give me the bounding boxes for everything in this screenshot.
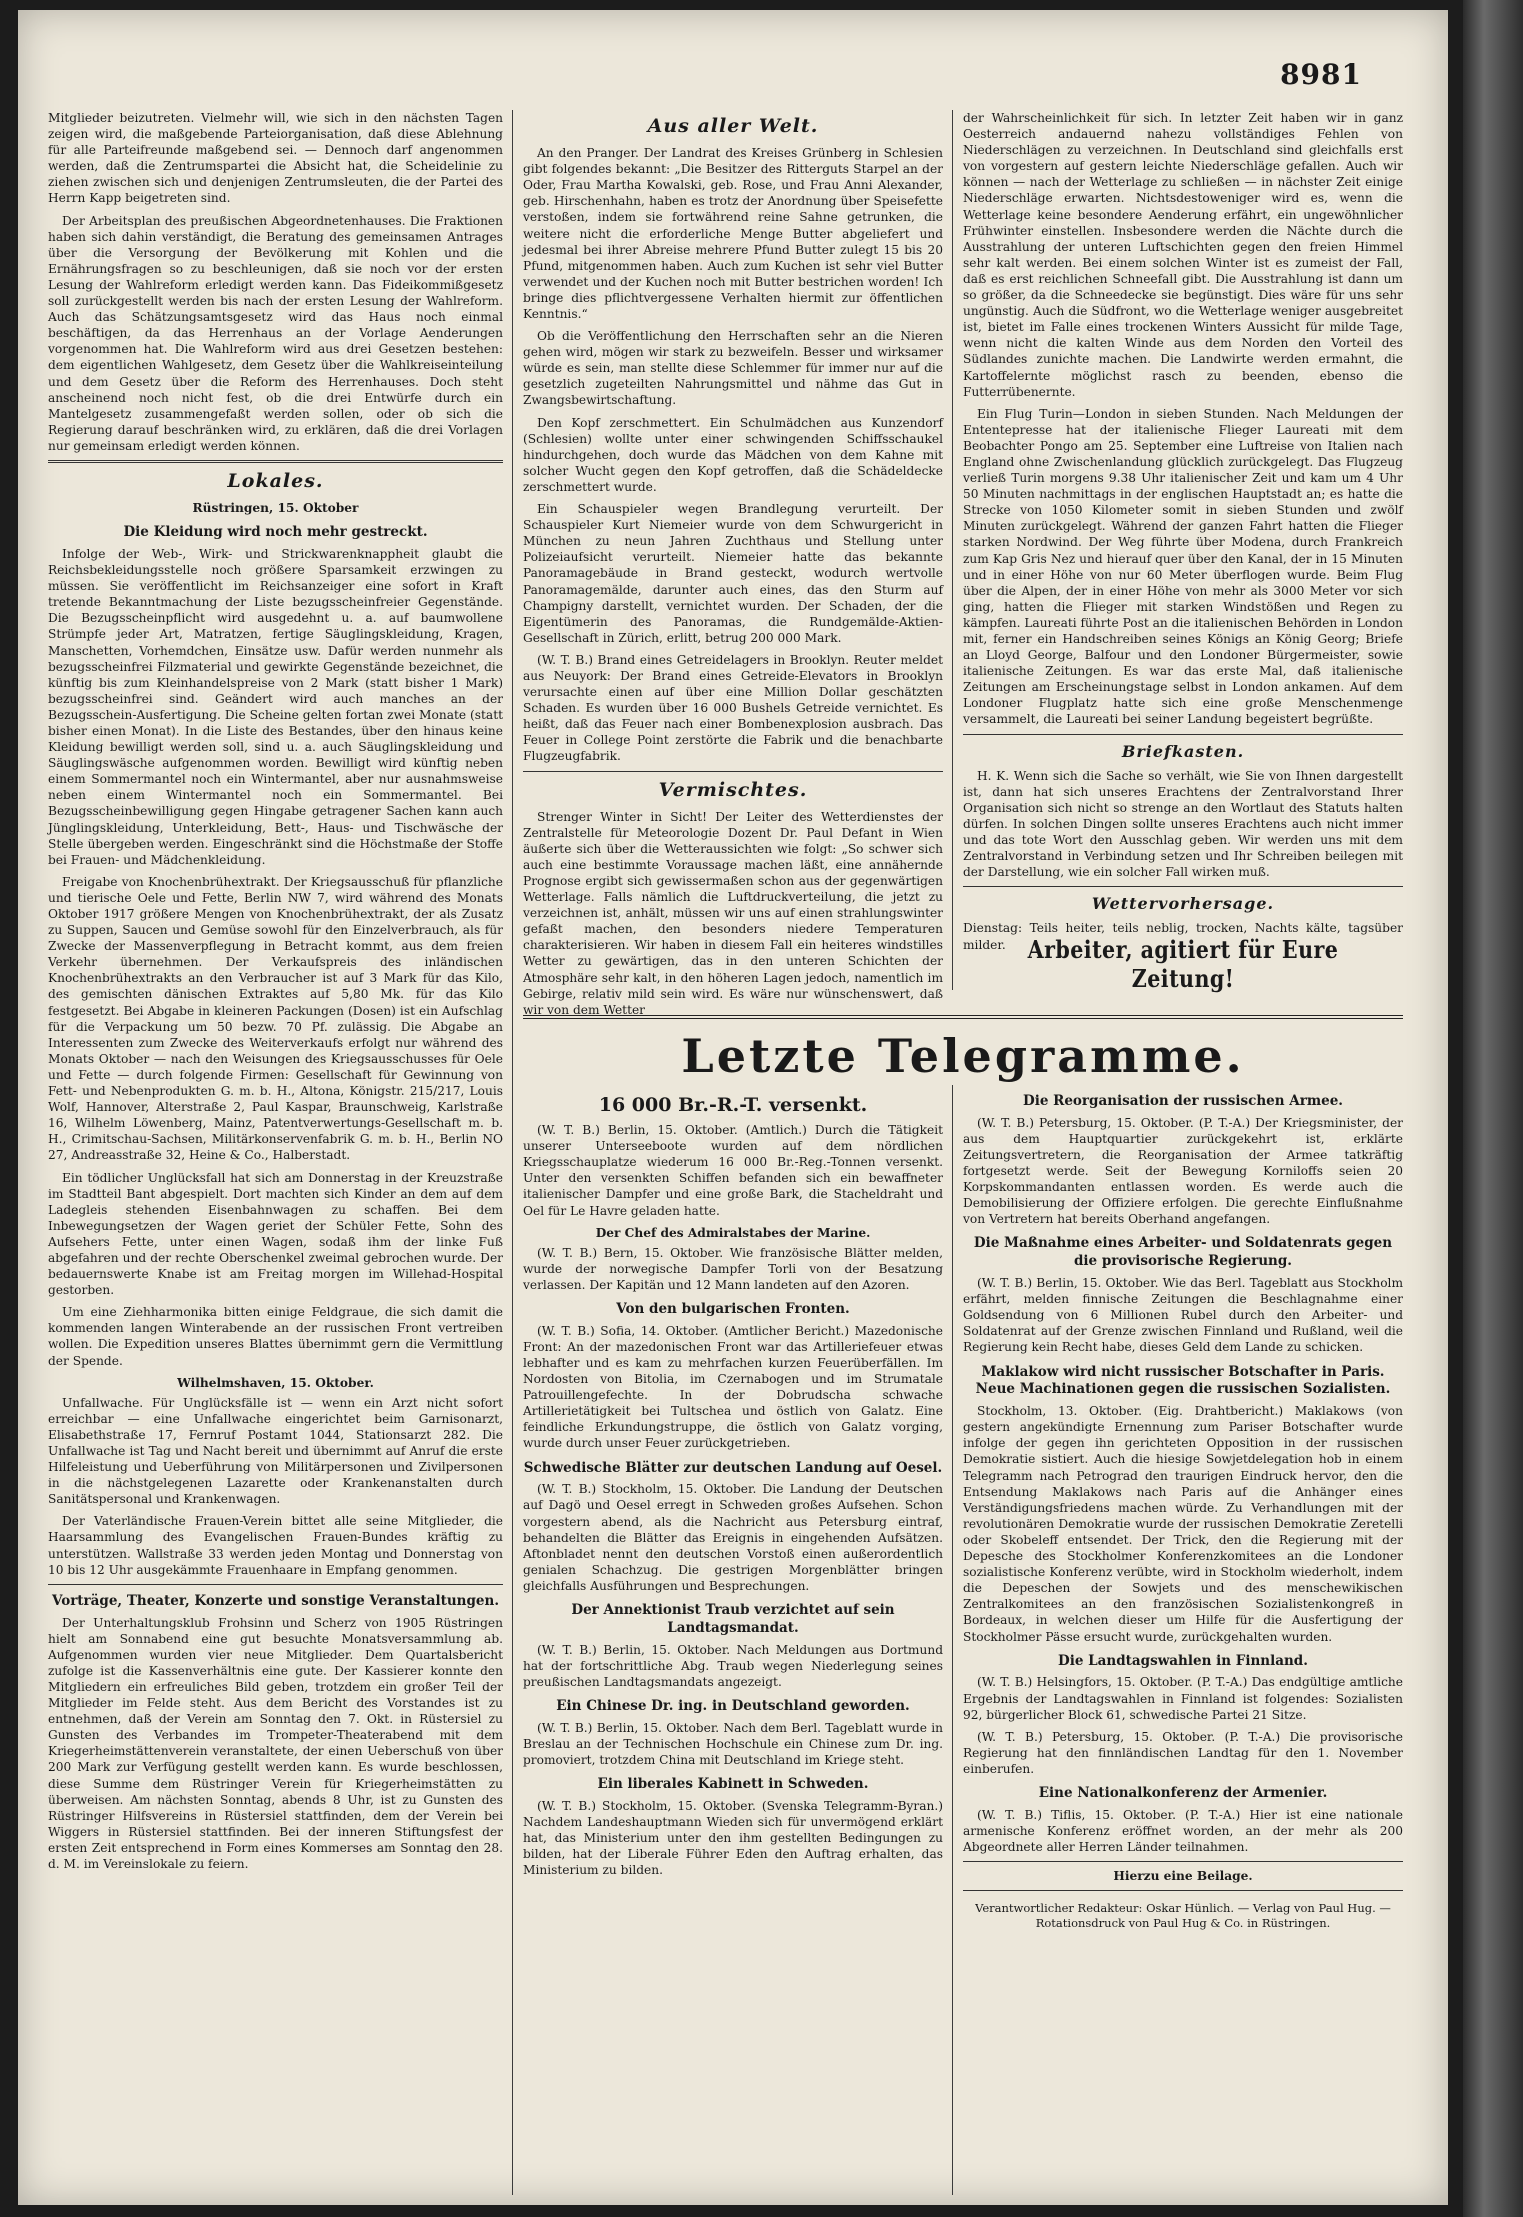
column-right-upper (963, 110, 1403, 1010)
headline-oesel: Schwedische Blätter zur deutschen Landung auf Oesel. (523, 1459, 943, 1476)
article-ziehharmonika: Um eine Ziehharmonika bitten einige Feldgraue, die sich damit die kommenden langen Winterabende an der russischen Front vertreiben wollen. Die Expedition unseres Blattes übernimmt gern die Vermittlung der Spende. (48, 1305, 503, 1368)
article-unfall: Ein tödlicher Unglücksfall hat sich am Donnerstag in der Kreuzstraße im Stadtteil Bant abgespielt. Dort machten sich Kinder an dem auf dem Ladegleis stehenden Eisenbahnwagen zu schaffen. Bei dem Inbewegungsetzen der Wagen geriet der Schüler Fette, Sohn des Aufsehers Fette, unter einen Wagen, sodaß ihm der linke Fuß abgefahren und der rechte Oberschenkel zweimal gebrochen wurde. Der bedauernswerte Knabe ist am Freitag morgen im Willehad-Hospital gestorben. (48, 1170, 503, 1298)
book-edge (1463, 0, 1523, 2217)
section-title-briefkasten: Briefkasten. (1121, 741, 1245, 761)
article-wettervorhersage: Dienstag: Teils heiter, teils neblig, trocken, Nachts kälte, tagsüber milder. (963, 921, 1403, 952)
headline-reorganisation: Die Reorganisation der russischen Armee. (1023, 1093, 1343, 1109)
column-right-lower (963, 1085, 1403, 2195)
headline-finnland: Die Landtagswahlen in Finnland. (1058, 1652, 1308, 1669)
telegram-chinese: (W. T. B.) Berlin, 15. Oktober. Nach dem Berl. Tageblatt wurde in Breslau an der Technischen Hochschule ein Chinese zum Dr. ing. promoviert, trotzdem China mit Deutschland im Kriege steht. (523, 1720, 943, 1767)
telegram-finnland-2: (W. T. B.) Petersburg, 15. Oktober. (P. T.-A.) Die provisorische Regierung hat den finnländischen Landtag für den 1. November einberufen. (963, 1729, 1403, 1776)
article-arbeitsplan: Der Arbeitsplan des preußischen Abgeordnetenhauses. Die Fraktionen haben sich dahin verständigt, die Beratung des gemeinsamen Antrages über die Versorgung der Bevölkerung mit Kohlen und die Ernährungsfragen so zu beschleunigen, daß sie noch vor der ersten Lesung der Wahlreform erledigt werden kann. Das Fideikommißgesetz soll zurückgestellt werden bis nach der ersten Lesung der Wahlreform. Auch das Schätzungsamtsgesetz wird das Haus noch einmal beschäftigen, da das Herrenhaus an der Vorlage Aenderungen vorgenommen hat. Die Wahlreform wird aus drei Gesetzen bestehen: dem eigentlichen Wahlgesetz, dem Gesetz über die Wahlkreiseinteilung und dem Gesetz über die Reform des Herrenhauses. Doch steht anscheinend noch nicht fest, ob die drei Entwürfe durch ein Mantelgesetz zusammengefaßt werden sollen, oder ob sich die Regierung darauf beschränken wird, zu erklären, daß die drei Vorlagen nur gemeinsam erledigt werden können. (48, 213, 503, 453)
telegram-oesel: (W. T. B.) Stockholm, 15. Oktober. Die Landung der Deutschen auf Dagö und Oesel erregt in Schweden großes Aufsehen. Schon vorgestern abend, als die Nachricht aus Petersburg eintraf, behandelten die Blätter das Ereignis in eingehenden Aufsätzen. Aftonbladet nennt den deutschen Vorstoß einen außerordentlich genialen Schachzug. Die gestrigen Morgenblätter bringen gleichfalls Ausführungen und Besprechungen. (523, 1482, 943, 1593)
telegram-bern: (W. T. B.) Bern, 15. Oktober. Wie französische Blätter melden, wurde der norwegische Dampfer Torli von der Besatzung verlassen. Der Kapitän und 12 Mann landeten auf den Azoren. (523, 1245, 943, 1292)
article-winter: Strenger Winter in Sicht! Der Leiter des Wetterdienstes der Zentralstelle für Meteorologie Dozent Dr. Paul Defant in Wien äußerte sich über die Wetteraussichten wie folgt: „So schwer sich auch eine bestimmte Voraussage machen läßt, eine annähernde Prognose ergibt sich gewissermaßen schon aus der gegenwärtigen Wetterlage. Falls nämlich die Luftdruckverteilung, die jetzt zu verzeichnen ist, anhält, müssen wir uns auf einen strahlungswinter gefaßt machen, den besonders niedere Temperaturen charakterisieren. Wir haben in diesem Fall ein heiteres windstilles Wetter zu gewärtigen, das in den unteren Schichten der Atmosphäre sehr kalt, in den höheren Lagen jedoch, namentlich im Gebirge, relativ mild sein wird. Es wäre nur wünschenswert, daß wir von dem Wetter (523, 809, 943, 1017)
section-title-aus-aller-welt: Aus aller Welt. (647, 115, 819, 137)
telegram-sofia: (W. T. B.) Sofia, 14. Oktober. (Amtlicher Bericht.) Mazedonische Front: An der mazedonischen Front war das Artilleriefeuer etwas lebhafter und es kam zu mehrfachen kurzen Feuerüberfällen. Im Nordosten von Bitolia, im Czernabogen und im Strumatale Patrouillengefechte. In der Dobrudscha schwache Artillerietätigkeit bei Tultschea und östlich von Galatz. Eine feindliche Erkundungstruppe, die östlich von Galatz vorging, wurde durch unser Feuer zurückgetrieben. (523, 1323, 943, 1451)
headline-arbeiterrat: Die Maßnahme eines Arbeiter- und Soldatenrats gegen die provisorische Regierung. (973, 1235, 1393, 1270)
article-pranger-comment: Ob die Veröffentlichung den Herrschaften sehr an die Nieren gehen wird, mögen wir stark zu bezweifeln. Besser und wirksamer würde es sein, man stellte diese Schlemmer für immer nur auf die gesetzlich zugeteilten Nahrungsmittel und nähme das Gut in Zwangsbewirtschaftung. (523, 329, 943, 408)
divider (963, 1890, 1403, 1891)
appeal-banner: Arbeiter, agitiert für Eure Zeitung! (1027, 935, 1339, 993)
headline-vortraege: Vorträge, Theater, Konzerte und sonstige Veranstaltungen. (51, 1592, 500, 1609)
telegram-finnland: (W. T. B.) Helsingfors, 15. Oktober. (P. T.-A.) Das endgültige amtliche Ergebnis der Landtagswahlen in Finnland ist folgendes: Sozialisten 92, bürgerlicher Block 61, schwedische Partei 21 Sitze. (963, 1675, 1403, 1722)
signature-admiralstab: Der Chef des Admiralstabes der Marine. (595, 1225, 871, 1240)
article-briefkasten: H. K. Wenn sich die Sache so verhält, wie Sie von Ihnen dargestellt ist, dann hat sich unseres Erachtens der Zentralvorstand Ihrer Organisation sich nicht so strenge an den Wortlaut des Statuts halten dürfen. In solchen Dingen sollte unseres Erachtens auch nicht immer und das tote Wort den Ausschlag geben. Wir werden uns mit dem Zentralvorstand in Verbindung setzen und Ihr Schreiben beilegen mit der Darstellung, wie ein solcher Fall wirken muß. (963, 768, 1403, 880)
dateline: Rüstringen, 15. Oktober (192, 501, 359, 516)
article-wetter-continued: der Wahrscheinlichkeit für sich. In letzter Zeit haben wir in ganz Oesterreich andauernd nahezu vollständiges Fehlen von Niederschlägen zu verzeichnen. In Deutschland sind gleichfalls erst von vorgestern auf gestern leichte Niederschläge gefallen. Auch wir können — nach der Wetterlage zu schließen — in nächster Zeit einige Niederschläge erwarten. Nichtsdestoweniger wird es, wenn die Wetterlage keine besondere Aenderung erfährt, ein ungewöhnlicher Frühwinter einstellen. Insbesondere werden die Nächte durch die Ausstrahlung der unteren Luftschichten gegen den freien Himmel sehr kalt werden. Bei einem solchen Winter ist es zumeist der Fall, daß es erst reichlichen Schneefall gibt. Die Ausstrahlung ist dann um so größer, da die Schneedecke sie begünstigt. Dies wäre für uns sehr ungünstig. Auch die Südfront, wo die Wetterlage weniger ausgebreitet ist, bietet im Falle eines trockenen Winters Aussicht für milde Tage, wenn nicht die kalten Winde aus dem Norden den Vorteil des Südlandes zunichte machen. Die Landwirte werden ermahnt, die Kartoffelernte möglichst rasch zu beenden, ebenso die Futterrübenernte. (963, 111, 1403, 399)
headline-maklakow: Maklakow wird nicht russischer Botschafter in Paris. Neue Machinationen gegen die russischen Sozialisten. (975, 1363, 1391, 1398)
dateline: Wilhelmshaven, 15. Oktober. (177, 1375, 374, 1390)
telegram-reorganisation: (W. T. B.) Petersburg, 15. Oktober. (P. T.-A.) Der Kriegsminister, der aus dem Hauptquartier zurückgekehrt ist, erklärte Zeitungsvertretern, die Reorganisation der Armee tatkräftig fortgesetzt werde. Seit der Bewegung Korniloffs seien 20 Korpskommandanten entlassen worden. Es werde auch die Demobilisierung der Offiziere erfolgen. Die gerechte Einflußnahme von Vertretern hat bereits Oberhand angefangen. (963, 1115, 1403, 1227)
headline-bulgarische-fronten: Von den bulgarischen Fronten. (616, 1301, 850, 1318)
article-intro: Mitglieder beizutreten. Vielmehr will, wie sich in den nächsten Tagen zeigen wird, die maßgebende Parteiorganisation, daß diese Ablehnung für alle Parteifreunde maßgebend sei. — Dennoch darf angenommen werden, daß die Zentrumspartei die Absicht hat, die Scheidelinie zu ziehen zwischen sich und denjenigen Zentrumsleuten, die der Partei des Herrn Kapp beigetreten sind. (48, 111, 503, 206)
article-frauenverein: Der Vaterländische Frauen-Verein bittet alle seine Mitglieder, die Haarsammlung des Evangelischen Frauen-Bundes kräftig zu unterstützen. Wallstraße 33 werden jeden Montag und Donnerstag von 10 bis 12 Uhr ausgekämmte Frauenhaare in Empfang genommen. (48, 1514, 503, 1577)
article-vortraege: Der Unterhaltungsklub Frohsinn und Scherz von 1905 Rüstringen hielt am Sonnabend eine gut besuchte Monatsversammlung ab. Aufgenommen wurden vier neue Mitglieder. Dem Quartalsbericht zufolge ist die Kassenverhältnis eine gute. Der Kassierer konnte den Mitgliedern ein erfreuliches Bild geben, trotzdem ein großer Teil der Mitglieder im Felde steht. Aus dem Bericht des Vorstandes ist zu entnehmen, daß der Verein am Sonntag den 7. Okt. in Rüstersiel zu Gunsten des Verbandes im Trompeter-Theaterabend mit dem Kriegerheimstättenverein veranstaltete, der einen Ueberschuß von über 200 Mark zur Verfügung gestellt werden kann. Es wurde beschlossen, diese Summe dem Rüstringer Verein für Kriegerheimstätten zu überweisen. Am nächsten Sonntag, abends 8 Uhr, ist zu Gunsten des Rüstringer Hilfsvereins in Rüstersiel stattfinden, dem der Verein bei Wiggers in Rüstersiel stattfinden. Bei der inneren Stiftungsfest der ersten Zeit entsprechend in Form eines Kommerses am Sonntag den 28. d. M. im Vereinslokale zu feiern. (48, 1615, 503, 1871)
divider (963, 886, 1403, 887)
telegram-traub: (W. T. B.) Berlin, 15. Oktober. Nach Meldungen aus Dortmund hat der fortschrittliche Abg. Traub wegen Niederlegung seines preußischen Landtagsmandats angezeigt. (523, 1642, 943, 1689)
telegram-maklakow: Stockholm, 13. Oktober. (Eig. Drahtbericht.) Maklakows (von gestern angekündigte Ernennung zum Pariser Botschafter wurde infolge der gegen ihn gerichteten Opposition in der russischen Demokratie sistiert. Auch die hiesige Sowjetdelegation hob in einem Telegramm nach Petrograd den traurigen Eindruck hervor, den die Entsendung Maklakows nach Paris auf die Anhänger eines Verständigungsfriedens machen würde. Zu Verhandlungen mit der revolutionären Demokratie wurde der russischen Demokratie Zeretelli oder Skobeleff entsendet. Der Trick, den die Regierung mit der Depesche des Stockholmer Konferenzkomitees an die Londoner sozialistische Konferenz verübte, wird in Stockholm wiederholt, indem die Depeschen der Sowjets und des menschewikischen Zentralkomitees an den französischen Sozialistenkongreß in Bordeaux, in welchen dieser um Hilfe für die Ausfertigung der Stockholmer Pässe ersucht wurde, zurückgehalten wurden. (963, 1404, 1403, 1644)
column-rule (952, 1085, 953, 2195)
article-kleidung: Infolge der Web-, Wirk- und Strickwarenknappheit glaubt die Reichsbekleidungsstelle noch größere Sparsamkeit erzwingen zu müssen. Sie veröffentlicht im Reichsanzeiger eine sofort in Kraft tretende Bekanntmachung der Liste bezugsscheinfreier Gegenstände. Die Bezugsscheinpflicht wird ausgedehnt u. a. auf baumwollene Strümpfe jeder Art, Matratzen, fertige Säuglingskleidung, Kragen, Manschetten, Vorhemdchen, Einsätze usw. Dafür werden nunmehr als bezugsscheinfrei Filzmaterial und gewirkte Gegenstände bezeichnet, die künftig bis zum Kleinhandelspreise von 2 Mark (statt bisher 1 Mark) bezugsscheinfrei sind. Geändert wird auch manches an der Bezugsschein-Ausfertigung. Die Scheine gelten fortan zwei Monate (statt bisher einen Monat). In die Liste des Bestandes, über den hinaus keine Kleidung bewilligt werden soll, sind u. a. auch Säuglingskleidung und Säuglingswäsche aufgenommen worden. Bewilligt wird künftig neben einem Sommermantel noch ein Wintermantel, aber nur ausnahmsweise neben einem Wintermantel noch ein Sommermantel. Bei Bezugsscheinbewilligung gegen Hingabe getragener Sachen kann auch Jünglingskleidung, Unterkleidung, Bett-, Haus- und Tischwäsche der Stelle übergeben werden. Eingeschränkt sind die Höchstmaße der Stoffe bei Frauen- und Mädchenkleidung. (48, 546, 503, 867)
column-rule (952, 110, 953, 990)
telegram-kabinett: (W. T. B.) Stockholm, 15. Oktober. (Svenska Telegramm-Byran.) Nachdem Landeshauptmann Wieden sich für unvermögend erklärt hat, das Ministerium unter den ihm gestellten Bedingungen zu bilden, hat der Liberale Führer Eden den Auftrag erhalten, das Ministerium zu bilden. (523, 1798, 943, 1878)
section-title-lokales: Lokales. (227, 469, 324, 492)
divider (963, 1861, 1403, 1862)
headline-traub: Der Annektionist Traub verzichtet auf sein Landtagsmandat. (571, 1602, 895, 1636)
divider (48, 460, 503, 463)
note-beilage: Hierzu eine Beilage. (1113, 1869, 1253, 1884)
section-title-wettervorhersage: Wettervorhersage. (1091, 894, 1275, 914)
article-kopf: Den Kopf zerschmettert. Ein Schulmädchen aus Kunzendorf (Schlesien) wollte unter einer schwingenden Schiffsschaukel hindurchgehen, doch wurde das Mädchen von dem Kahne mit solcher Wucht gegen den Kopf getroffen, daß die Schädeldecke zerschmettert wurde. (523, 415, 943, 494)
column-middle-upper (523, 110, 943, 1017)
article-unfallwache: Unfallwache. Für Unglücksfälle ist — wenn ein Arzt nicht sofort erreichbar — eine Unfallwache eingerichtet beim Garnisonarzt, Elisabethstraße 17, Fernruf Postamt 1044, Stationsarzt 282. Die Unfallwache ist Tag und Nacht bereit und übernimmt auf Anruf die erste Hilfeleistung und Ueberführung von Militärpersonen und Zivilpersonen in die nächstgelegenen Lazarette oder Krankenanstalten durch Sanitätspersonal und Krankenwagen. (48, 1395, 503, 1507)
headline-kabinett: Ein liberales Kabinett in Schweden. (597, 1776, 869, 1793)
headline-chinese: Ein Chinese Dr. ing. in Deutschland geworden. (556, 1697, 910, 1714)
imprint: Verantwortlicher Redakteur: Oskar Hünlich. — Verlag von Paul Hug. — Rotationsdruck von Paul Hug & Co. in Rüstringen. (975, 1901, 1391, 1931)
divider (963, 734, 1403, 735)
section-title-vermischtes: Vermischtes. (658, 778, 808, 801)
headline-versenkt: 16 000 Br.-R.-T. versenkt. (598, 1094, 868, 1116)
telegram-arbeiterrat: (W. T. B.) Berlin, 15. Oktober. Wie das Berl. Tageblatt aus Stockholm erfährt, melden finnische Zeitungen die Beschlagnahme einer Goldsendung von 6 Millionen Rubel durch den Arbeiter- und Soldatenrat auf der Grenze zwischen Finnland und Rußland, weil die Regierung kein Recht habe, dieses Geld dem Lande zu schicken. (963, 1276, 1403, 1355)
telegram-armenier: (W. T. B.) Tiflis, 15. Oktober. (P. T.-A.) Hier ist eine nationale armenische Konferenz eröffnet worden, an der mehr als 200 Abgeordnete aller Herren Länder teilnahmen. (963, 1807, 1403, 1854)
telegram-versenkt: (W. T. B.) Berlin, 15. Oktober. (Amtlich.) Durch die Tätigkeit unserer Unterseeboote wurden auf dem nördlichen Kriegsschauplatze wiederum 16 000 Br.-Reg.-Tonnen versenkt. Unter den versenkten Schiffen befanden sich ein bewaffneter italienischer Dampfer und eine große Bark, die Stacheldraht und Oel für Le Havre geladen hatte. (523, 1123, 943, 1218)
column-middle-lower (523, 1085, 943, 2195)
column-left (48, 110, 503, 2195)
article-schauspieler: Ein Schauspieler wegen Brandlegung verurteilt. Der Schauspieler Kurt Niemeier wurde von dem Schwurgericht in München zu neun Jahren Zuchthaus und Stellung unter Polizeiaufsicht verurteilt. Niemeier hatte das bekannte Panoramagebäude in Brand gesteckt, wodurch wertvolle Panoramagemälde, darunter auch eines, das den Sturm auf Champigny darstellt, vernichtet wurden. Der Schaden, der die Eigentümerin des Panoramas, die Rundgemälde-Aktien-Gesellschaft in Zürich, erlitt, betrug 200 000 Mark. (523, 502, 943, 645)
headline-kleidung: Die Kleidung wird noch mehr gestreckt. (123, 524, 428, 541)
column-rule (512, 110, 513, 2195)
headline-armenier: Eine Nationalkonferenz der Armenier. (1038, 1784, 1328, 1801)
article-knochen: Freigabe von Knochenbrühextrakt. Der Kriegsausschuß für pflanzliche und tierische Oele und Fette, Berlin NW 7, wird während des Monats Oktober 1917 größere Mengen von Knochenbrühextrakt, der als Zusatz zu Suppen, Saucen und Gemüse sowohl für den Einzelverbrauch, als für Zwecke der Massenverpflegung in Betracht kommt, aus dem freien Verkehr übernehmen. Der Verkaufspreis des inländischen Knochenbrühextrakts an den Verbraucher ist auf 3 Mark für das Kilo, des gemischten dänischen Extraktes auf 5,80 Mk. für das Kilo festgesetzt. Bei Abgabe in kleineren Packungen (Dosen) ist ein Aufschlag für die Verpackung um 50 bezw. 70 Pf. zulässig. Die Abgabe an Interessenten zum Zwecke des Weiterverkaufs erfolgt nur während des Monats Oktober — nach den Weisungen des Kriegsausschusses für Oele und Fette — durch folgende Firmen: Gesellschaft für Gewinnung von Fett- und Nebenprodukten G. m. b. H., Altona, Königstr. 215/217, Louis Wolf, Hannover, Alterstraße 2, Paul Kaspar, Braunschweig, Karlstraße 16, Wilhelm Löwenberg, Mainz, Patentverwertungs-Gesellschaft m. b. H., Crimitschau-Sachsen, Militärkonservenfabrik G. m. b. H., Berlin NO 27, Andreasstraße 32, Heine & Co., Halberstadt. (48, 874, 503, 1163)
newspaper-page (18, 10, 1448, 2205)
banner-letzte-telegramme: Letzte Telegramme. (523, 1015, 1403, 1083)
article-brand: (W. T. B.) Brand eines Getreidelagers in Brooklyn. Reuter meldet aus Neuyork: Der Brand eines Getreide-Elevators in Brooklyn verursachte einen auf über eine Million Dollar geschätzten Schaden. Es wurden über 16 000 Bushels Getreide vernichtet. Es heißt, daß das Feuer nach einer Bombenexplosion ausbrach. Das Feuer in College Point zerstörte die Fabrik und die benachbarte Flugzeugfabrik. (523, 652, 943, 764)
page-number: 8981 (1280, 58, 1362, 91)
article-pranger: An den Pranger. Der Landrat des Kreises Grünberg in Schlesien gibt folgendes bekannt: „Die Besitzer des Ritterguts Starpel an der Oder, Frau Martha Kowalski, geb. Rose, und Frau Anni Alexander, geb. Hirschenhahn, haben es trotz der Anordnung über Speisefette verstoßen, indem sie fortwährend reine Sahne getrunken, die weitere nicht die erforderliche Menge Butter abgeliefert und jedesmal bei ihrer Abreise mehrere Pfund Butter zulegt 15 bis 20 Pfund, mitgenommen haben. Auch zum Kuchen ist sehr viel Butter verwendet und der Kuchen noch mit Butter bestrichen worden! Ich bringe dies pflichtvergessene Verhalten hiermit zur öffentlichen Kenntnis.“ (523, 146, 943, 322)
article-flug: Ein Flug Turin—London in sieben Stunden. Nach Meldungen der Ententepresse hat der italienische Flieger Laureati mit dem Beobachter Pongo am 25. September eine Luftreise von Italien nach England ohne Zwischenlandung glücklich zurückgelegt. Das Flugzeug verließ Turin morgens 9.38 Uhr italienischer Zeit und kam um 4 Uhr 50 Minuten nachmittags in der englischen Hauptstadt an; es hatte die Strecke von 1050 Kilometer somit in sieben Stunden und zwölf Minuten zurückgelegt. Während der ganzen Fahrt hatten die Flieger starken Nordwind. Der Weg führte über Modena, durch Frankreich zum Kap Gris Nez und hierauf quer über den Kanal, der in 15 Minuten und in einer Höhe von nur 60 Meter überflogen wurde. Beim Flug über die Alpen, der in einer Höhe von mehr als 3000 Meter vor sich ging, hatten die Flieger mit starken Windstößen und Regen zu kämpfen. Laureati führte Post an die italienischen Behörden in London mit, ferner ein Handschreiben seines Königs an König Georg; Briefe an Lloyd George, Balfour und den Londoner Bürgermeister, sowie italienische Zeitungen. Es war das erste Mal, daß italienische Zeitungen am Erscheinungstage selbst in London ankamen. Auf dem Londoner Flugplatz hatte sich eine große Menschenmenge versammelt, die Laureati bei seiner Landung begeistert begrüßte. (963, 406, 1403, 727)
divider (48, 1584, 503, 1585)
divider (523, 771, 943, 772)
